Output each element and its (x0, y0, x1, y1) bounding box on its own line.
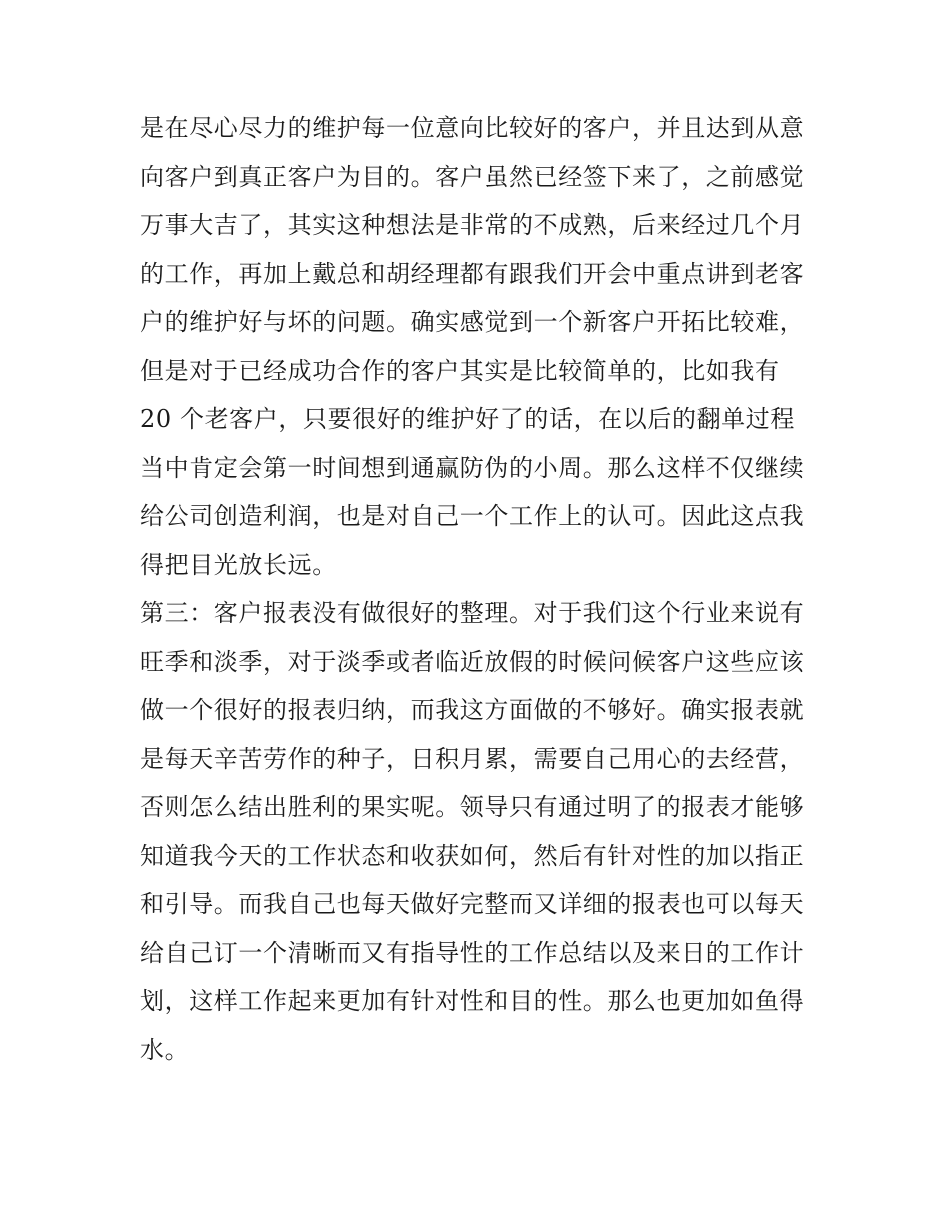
text-line: 和引导。而我自己也每天做好完整而又详细的报表也可以每天 (140, 890, 805, 918)
body-text (140, 104, 820, 1074)
text-line: 旺季和淡季，对于淡季或者临近放假的时候问候客户这些应该 (140, 647, 805, 676)
text-line: 向客户到真正客户为目的。客户虽然已经签下来了，之前感觉 (140, 162, 805, 191)
text-line: 但是对于已经成功合作的客户其实是比较简单的，比如我有 (140, 356, 780, 385)
text-line: 给公司创造利润，也是对自己一个工作上的认可。因此这点我 (140, 502, 805, 530)
text-line: 给自己订一个清晰而又有指导性的工作总结以及来日的工作计 (140, 938, 805, 967)
text-line: 万事大吉了，其实这种想法是非常的不成熟，后来经过几个月 (140, 211, 805, 239)
section-heading-line: 第三：客户报表没有做很好的整理。对于我们这个行业来说有 (140, 599, 805, 627)
text-line: 20 个老客户，只要很好的维护好了的话，在以后的翻单过程 (140, 405, 795, 433)
text-line: 是每天辛苦劳作的种子，日积月累，需要自己用心的去经营， (140, 744, 805, 773)
text-line: 的工作，再加上戴总和胡经理都有跟我们开会中重点讲到老客 (140, 259, 805, 288)
text-line: 水。 (140, 1035, 190, 1064)
text-line: 户的维护好与坏的问题。确实感觉到一个新客户开拓比较难， (140, 308, 805, 336)
text-line: 知道我今天的工作状态和收获如何，然后有针对性的加以指正 (140, 841, 805, 870)
text-line: 做一个很好的报表归纳，而我这方面做的不够好。确实报表就 (140, 696, 805, 724)
text-line: 得把目光放长远。 (140, 550, 337, 579)
text-line: 否则怎么结出胜利的果实呢。领导只有通过明了的报表才能够 (140, 793, 805, 821)
text-line: 当中肯定会第一时间想到通赢防伪的小周。那么这样不仅继续 (140, 453, 805, 482)
text-line: 是在尽心尽力的维护每一位意向比较好的客户，并且达到从意 (140, 114, 805, 142)
text-line: 划，这样工作起来更加有针对性和目的性。那么也更加如鱼得 (140, 987, 805, 1015)
